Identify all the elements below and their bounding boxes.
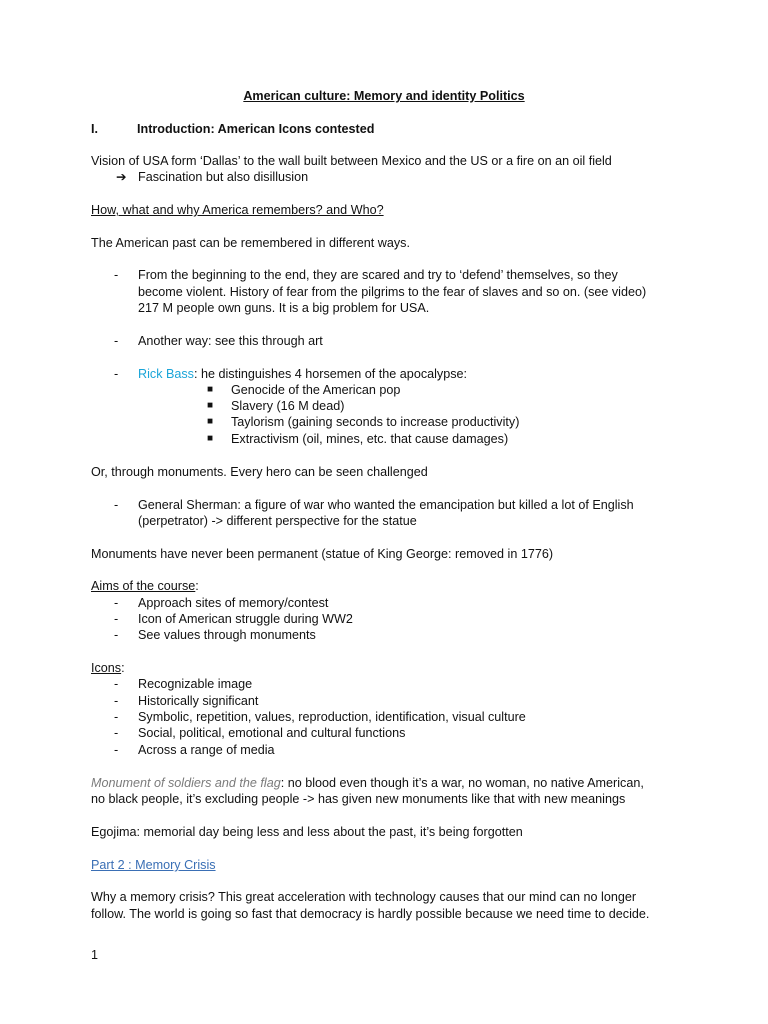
bullet-dash: - xyxy=(114,726,119,740)
rick-bass-name: Rick Bass xyxy=(138,367,194,381)
vision-arrow-text: Fascination but also disillusion xyxy=(138,170,309,184)
bullet-dash: - xyxy=(114,268,119,282)
fear-line-3: 217 M people own guns. It is a big problem for USA. xyxy=(138,301,430,315)
part2-heading: Part 2 : Memory Crisis xyxy=(91,858,216,872)
egojima-line: Egojima: memorial day being less and less about the past, it’s being forgotten xyxy=(91,825,523,839)
section-numeral: I. xyxy=(91,122,98,136)
icons-item: Social, political, emotional and cultural functions xyxy=(138,726,406,740)
square-bullet-icon: ■ xyxy=(207,416,214,427)
fear-line-1: From the beginning to the end, they are scared and try to ‘defend’ themselves, so they xyxy=(138,268,618,282)
horseman-item: Taylorism (gaining seconds to increase productivity) xyxy=(231,415,520,429)
icons-item: Historically significant xyxy=(138,694,259,708)
aims-item: Icon of American struggle during WW2 xyxy=(138,612,353,626)
rick-bass-rest: : he distinguishes 4 horsemen of the apocalypse: xyxy=(193,367,468,381)
bullet-dash: - xyxy=(114,710,119,724)
aims-item: See values through monuments xyxy=(138,628,316,642)
soldiers-line-2: no black people, it’s excluding people -> has given new monuments like that with new meanings xyxy=(91,792,626,806)
rick-bass-line xyxy=(138,366,467,382)
soldiers-rest: : no blood even though it’s a war, no woman, no native American, xyxy=(280,776,644,790)
bullet-dash: - xyxy=(114,677,119,691)
bullet-dash: - xyxy=(114,367,119,381)
icons-item: Across a range of media xyxy=(138,743,275,757)
aims-heading xyxy=(91,578,199,594)
aims-heading-text: Aims of the course xyxy=(91,579,196,593)
arrow-icon: ➔ xyxy=(116,170,127,184)
fear-line-2: become violent. History of fear from the pilgrims to the fear of slaves and so on. (see video) xyxy=(138,285,647,299)
soldiers-line-1 xyxy=(91,775,644,791)
horseman-item: Genocide of the American pop xyxy=(231,383,401,397)
art-line: Another way: see this through art xyxy=(138,334,323,348)
bullet-dash: - xyxy=(114,498,119,512)
icons-heading-text: Icons xyxy=(91,661,122,675)
icons-colon: : xyxy=(121,661,125,675)
horseman-item: Slavery (16 M dead) xyxy=(231,399,345,413)
sherman-line-1: General Sherman: a figure of war who wanted the emancipation but killed a lot of English xyxy=(138,498,634,512)
sherman-line-2: (perpetrator) -> different perspective for the statue xyxy=(138,514,417,528)
crisis-line-1: Why a memory crisis? This great acceleration with technology causes that our mind can no longer xyxy=(91,890,637,904)
question-heading: How, what and why America remembers? and Who? xyxy=(91,203,384,217)
section-heading: Introduction: American Icons contested xyxy=(137,122,375,136)
bullet-dash: - xyxy=(114,628,119,642)
aims-item: Approach sites of memory/contest xyxy=(138,596,329,610)
bullet-dash: - xyxy=(114,612,119,626)
bullet-dash: - xyxy=(114,596,119,610)
icons-item: Recognizable image xyxy=(138,677,253,691)
monuments-line: Or, through monuments. Every hero can be seen challenged xyxy=(91,465,428,479)
crisis-line-2: follow. The world is going so fast that democracy is hardly possible because we need time to decide. xyxy=(91,907,650,921)
square-bullet-icon: ■ xyxy=(207,433,214,444)
bullet-dash: - xyxy=(114,694,119,708)
square-bullet-icon: ■ xyxy=(207,400,214,411)
bullet-dash: - xyxy=(114,334,119,348)
vision-line: Vision of USA form ‘Dallas’ to the wall built between Mexico and the US or a fire on an oil field xyxy=(91,154,612,168)
page-number: 1 xyxy=(91,948,99,962)
page-title: American culture: Memory and identity Politics xyxy=(243,89,525,103)
bullet-dash: - xyxy=(114,743,119,757)
square-bullet-icon: ■ xyxy=(207,384,214,395)
permanent-line: Monuments have never been permanent (statue of King George: removed in 1776) xyxy=(91,547,554,561)
horseman-item: Extractivism (oil, mines, etc. that cause damages) xyxy=(231,432,509,446)
icons-heading xyxy=(91,660,125,676)
soldiers-italic: Monument of soldiers and the flag xyxy=(91,776,281,790)
icons-item: Symbolic, repetition, values, reproduction, identification, visual culture xyxy=(138,710,526,724)
aims-colon: : xyxy=(195,579,199,593)
remembered-intro: The American past can be remembered in different ways. xyxy=(91,236,410,250)
